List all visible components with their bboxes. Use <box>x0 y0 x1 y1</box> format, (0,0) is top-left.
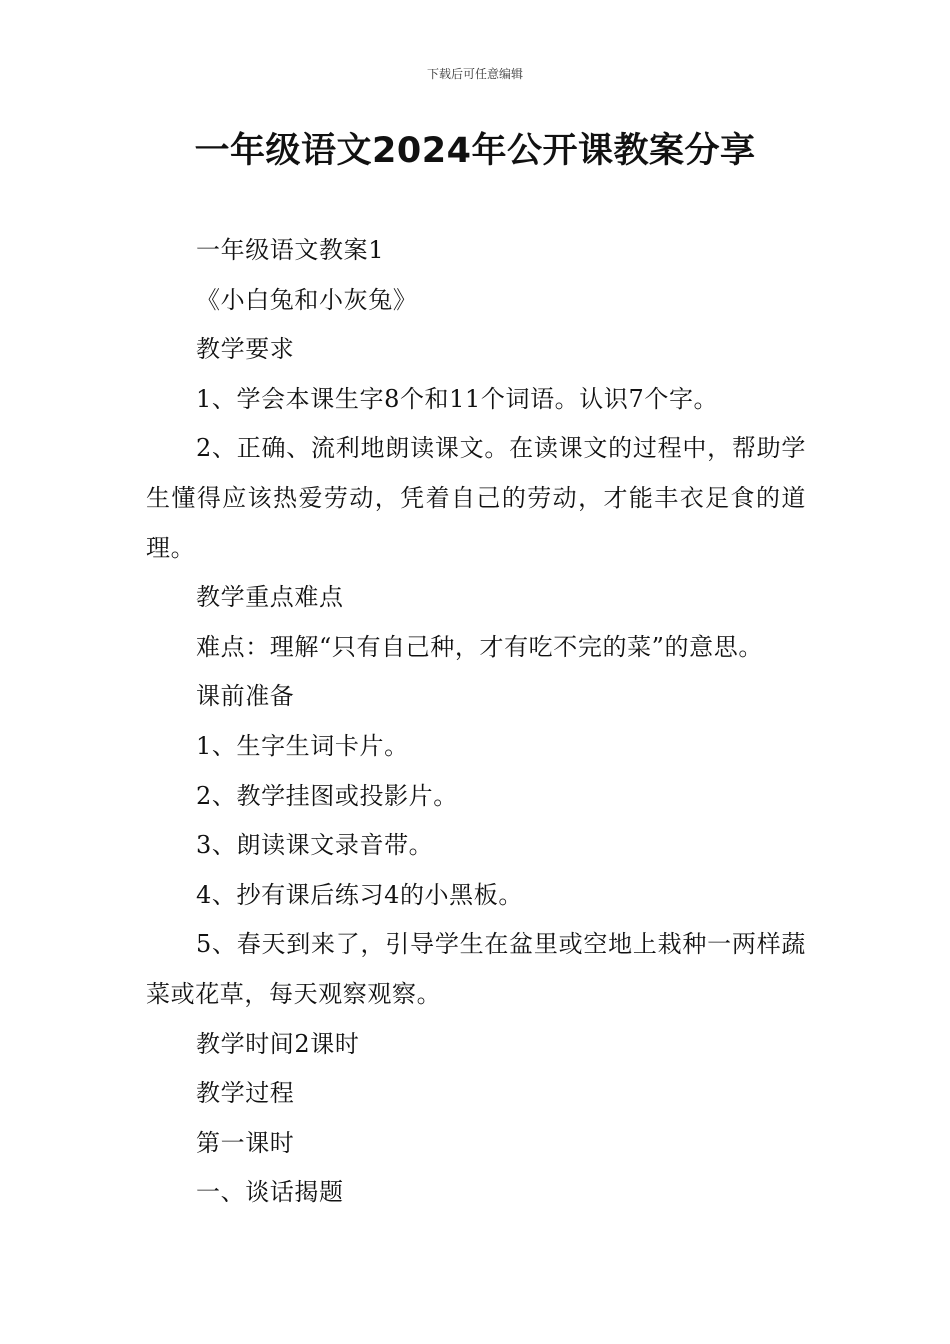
page-header-note: 下载后可任意编辑 <box>426 67 523 81</box>
paragraph-requirement-1: 1、学会本课生字8个和11个词语。认识7个字。 <box>196 384 719 413</box>
paragraph-section-preparation: 课前准备 <box>196 682 295 711</box>
paragraph-lesson-heading: 一年级语文教案1 <box>196 236 385 264</box>
paragraph-preparation-3: 3、朗读课文录音带。 <box>196 831 434 860</box>
paragraph-teaching-time: 教学时间2课时 <box>196 1029 360 1058</box>
paragraph-section-requirements: 教学要求 <box>196 335 295 364</box>
paragraph-section-process: 教学过程 <box>196 1079 295 1108</box>
paragraph-step-1: 一、谈话揭题 <box>196 1178 344 1207</box>
document-title: 一年级语文2024年公开课教案分享 <box>194 131 756 171</box>
paragraph-section-key-points: 教学重点难点 <box>196 583 344 612</box>
paragraph-preparation-5: 5、春天到来了，引导学生在盆里或空地上栽种一两样蔬菜或花草，每天观察观察。 <box>146 930 806 1008</box>
paragraph-requirement-2: 2、正确、流利地朗读课文。在读课文的过程中，帮助学生懂得应该热爱劳动，凭着自己的劳动，才能丰衣足食的道理。 <box>146 434 806 562</box>
paragraph-lesson-title: 《小白兔和小灰兔》 <box>196 285 418 314</box>
paragraph-preparation-2: 2、教学挂图或投影片。 <box>196 781 458 810</box>
paragraph-difficulty: 难点：理解“只有自己种，才有吃不完的菜”的意思。 <box>196 632 763 661</box>
paragraph-first-lesson: 第一课时 <box>196 1128 295 1157</box>
paragraph-preparation-1: 1、生字生词卡片。 <box>196 731 409 760</box>
document-body <box>146 226 806 1218</box>
paragraph-preparation-4: 4、抄有课后练习4的小黑板。 <box>196 880 523 909</box>
